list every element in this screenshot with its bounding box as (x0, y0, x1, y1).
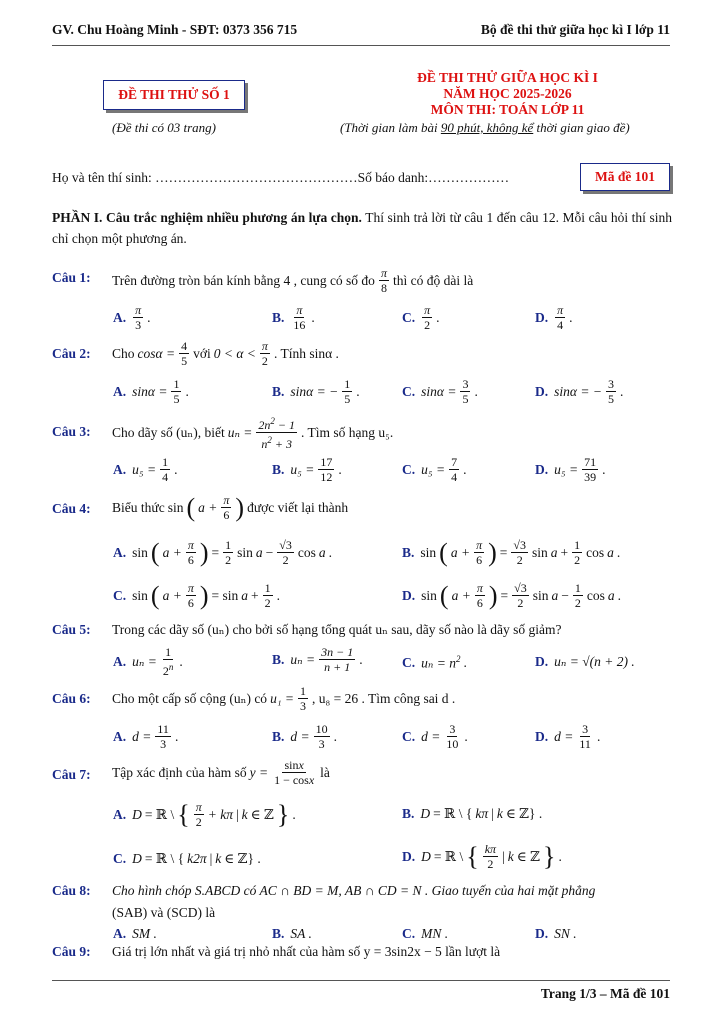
q9-stem: Giá trị lớn nhất và giá trị nhỏ nhất của hàm số y = 3sin2x − 5 lần lượt là (112, 944, 501, 959)
q3-label: Câu 3: (52, 424, 91, 439)
q4-option-d[interactable]: D. sin ( a + $\frac{\pi}{6}$ ) = $\frac{√3}{2}$ sin a − $\frac{1}{2}$ cos a . (402, 580, 621, 610)
q7-option-d[interactable]: D. D = ℝ \ { $\frac{k\pi}{2}$ | k ∈ ℤ } . (402, 841, 562, 871)
exam-code-box: Mã đề 101 (580, 163, 670, 191)
q7-option-a[interactable]: A. D = ℝ \ { $\frac{\pi}{2}$ + kπ | k ∈ ℤ } . (113, 799, 296, 829)
pages-note: (Đề thi có 03 trang) (112, 120, 216, 135)
part1-intro: PHẦN I. Câu trắc nghiệm nhiều phương án lựa chọn. Thí sinh trả lời từ câu 1 đến câu 12. Mỗi câu hỏi thí sinh chỉ chọn một phương án. (52, 210, 672, 246)
q2-option-d[interactable]: D. sinα = − $\frac{3}{5}$ . (535, 377, 624, 406)
q1-option-d[interactable]: D. $\frac{\pi}{4}$ . (535, 303, 573, 332)
q4-option-c[interactable]: C. sin ( a + $\frac{\pi}{6}$ ) = sin a + $\frac{1}{2}$ . (113, 580, 280, 610)
q8-label: Câu 8: (52, 883, 91, 898)
teacher-info: GV. Chu Hoàng Minh - SĐT: 0373 356 715 (52, 22, 298, 37)
exam-title: ĐỀ THI THỬ GIỮA HỌC KÌ I NĂM HỌC 2025-2026 MÔN THI: TOÁN LỚP 11 (417, 70, 598, 117)
q8-option-a[interactable]: A. SM . (113, 926, 157, 941)
footer-divider (52, 980, 670, 981)
header-divider (52, 45, 670, 46)
q1-option-b[interactable]: B. $\frac{\pi}{16}$ . (272, 303, 315, 332)
q2-option-b[interactable]: B. sinα = − $\frac{1}{5}$ . (272, 377, 360, 406)
q3-option-a[interactable]: A. u₅ = $\frac{1}{4}$ . (113, 455, 178, 484)
q7-stem: Tập xác định của hàm số y = $\frac{\sin x}{1 - \cos x}$ là (112, 758, 330, 787)
q3-stem: Cho dãy số (uₙ), biết uₙ = $\frac{2n^2 - 1}{n^2 + 3}$ . Tìm số hạng u₅. (112, 416, 394, 451)
q4-option-b[interactable]: B. sin ( a + $\frac{\pi}{6}$ ) = $\frac{√3}{2}$ sin a + $\frac{1}{2}$ cos a . (402, 537, 621, 567)
q1-option-a[interactable]: A. $\frac{\pi}{3}$ . (113, 303, 151, 332)
q2-option-a[interactable]: A. sinα = $\frac{1}{5}$ . (113, 377, 189, 406)
time-note: (Thời gian làm bài 90 phút, không kể thời gian giao đề) (340, 120, 630, 135)
series-title: Bộ đề thi thử giữa học kì I lớp 11 (480, 22, 670, 37)
q1-stem: Trên đường tròn bán kính bằng 4 , cung có số đo $\frac{\pi}{8}$ thì có độ dài là (112, 266, 474, 295)
exam-number-box: ĐỀ THI THỬ SỐ 1 (103, 80, 245, 110)
q4-option-a[interactable]: A. sin ( a + $\frac{\pi}{6}$ ) = $\frac{1}{2}$ sin a − $\frac{√3}{2}$ cos a . (113, 537, 332, 567)
q8-stem-cont: (SAB) và (SCD) là (112, 905, 216, 920)
q2-stem: Cho cosα = $\frac{4}{5}$ với 0 < α < $\frac{\pi}{2}$ . Tính sinα . (112, 339, 339, 368)
q6-label: Câu 6: (52, 691, 91, 706)
q5-option-d[interactable]: D. uₙ = √(n + 2) . (535, 654, 635, 669)
q5-label: Câu 5: (52, 622, 91, 637)
q8-stem: Cho hình chóp S.ABCD có AC ∩ BD = M, AB ∩ CD = N . Giao tuyến của hai mặt phẳng (112, 883, 596, 898)
q9-label: Câu 9: (52, 944, 91, 959)
q5-stem: Trong các dãy số (uₙ) cho bởi số hạng tổng quát uₙ sau, dãy số nào là dãy số giảm? (112, 622, 562, 637)
q7-option-b[interactable]: B. D = ℝ \ { kπ | k ∈ ℤ} . (402, 806, 543, 821)
q4-stem: Biểu thức sin ( a + $\frac{\pi}{6}$ ) được viết lại thành (112, 492, 349, 522)
page-header (52, 22, 670, 38)
q5-option-a[interactable]: A. uₙ = $\frac{1}{2^n}$ . (113, 645, 183, 678)
q2-label: Câu 2: (52, 346, 91, 361)
q2-option-c[interactable]: C. sinα = $\frac{3}{5}$ . (402, 377, 478, 406)
q5-option-b[interactable]: B. uₙ = $\frac{3n - 1}{n + 1}$ . (272, 645, 363, 674)
q8-option-d[interactable]: D. SN . (535, 926, 577, 941)
q8-option-c[interactable]: C. MN . (402, 926, 449, 941)
q1-label: Câu 1: (52, 270, 91, 285)
q6-option-a[interactable]: A. d = $\frac{11}{3}$ . (113, 722, 179, 751)
q4-label: Câu 4: (52, 501, 91, 516)
page-footer: Trang 1/3 – Mã đề 101 (540, 986, 670, 1001)
q6-option-c[interactable]: C. d = $\frac{3}{10}$ . (402, 722, 468, 751)
q3-option-d[interactable]: D. u₅ = $\frac{71}{39}$ . (535, 455, 606, 484)
student-info-line: Họ và tên thí sinh: ………………………………………Số báo danh:……………… (52, 170, 510, 185)
q3-option-b[interactable]: B. u₅ = $\frac{17}{12}$ . (272, 455, 342, 484)
q6-option-d[interactable]: D. d = $\frac{3}{11}$ . (535, 722, 601, 751)
q6-option-b[interactable]: B. d = $\frac{10}{3}$ . (272, 722, 338, 751)
q8-option-b[interactable]: B. SA . (272, 926, 312, 941)
q7-option-c[interactable]: C. D = ℝ \ { k2π | k ∈ ℤ} . (113, 851, 261, 866)
q1-option-c[interactable]: C. $\frac{\pi}{2}$ . (402, 303, 440, 332)
q6-stem: Cho một cấp số cộng (uₙ) có u₁ = $\frac{1}{3}$ , u₈ = 26 . Tìm công sai d . (112, 684, 456, 713)
q7-label: Câu 7: (52, 767, 91, 782)
q5-option-c[interactable]: C. $u_n = n^2$ . (402, 654, 467, 671)
q3-option-c[interactable]: C. u₅ = $\frac{7}{4}$ . (402, 455, 467, 484)
